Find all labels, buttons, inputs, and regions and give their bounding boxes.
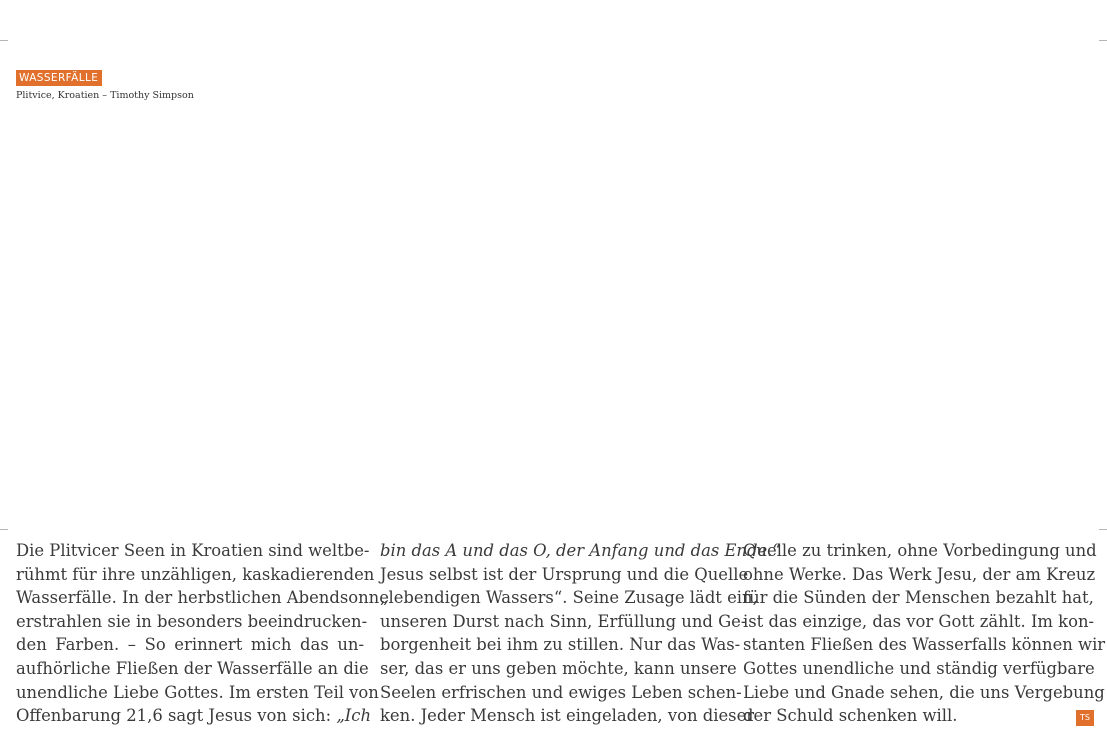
text-line-content: Offenbarung 21,6 sagt Jesus von sich: „Ich — [16, 706, 372, 726]
text-line: Quelle zu trinken, ohne Vorbedingung und — [743, 541, 1097, 560]
text-line — [16, 704, 372, 728]
text-line: unendliche Liebe Gottes. Im ersten Teil von — [16, 682, 379, 702]
text-column-1 — [16, 539, 389, 728]
text-line: rühmt für ihre unzähligen, kaskadierenden — [16, 564, 375, 584]
text-line: ser, das er uns geben möchte, kann unsere — [380, 658, 737, 678]
bible-quote: bin das A und das O, der Anfang und das Ende.“ — [380, 541, 781, 560]
text-line: Seelen erfrischen und ewiges Leben schen- — [380, 682, 742, 702]
text-line: ist das einzige, das vor Gott zählt. Im kon- — [743, 611, 1095, 631]
category-tag: WASSERFÄLLE — [16, 70, 102, 86]
text-column-2 — [380, 539, 781, 728]
text-line: aufhörliche Fließen der Wasserfälle an die — [16, 658, 369, 678]
crop-mark-bottom-left — [0, 529, 8, 530]
crop-mark-bottom-right — [1099, 529, 1107, 530]
text-line: ken. Jeder Mensch ist eingeladen, von dieser — [380, 706, 755, 726]
text-line: stanten Fließen des Wasserfalls können wir — [743, 635, 1106, 655]
text-line: „lebendigen Wassers“. Seine Zusage lädt ein, — [380, 588, 758, 608]
author-badge: TS — [1076, 710, 1094, 726]
text-line-italic — [380, 539, 781, 563]
text-line: Die Plitvicer Seen in Kroatien sind weltbe- — [16, 541, 370, 560]
text-line: Jesus selbst ist der Ursprung und die Quelle — [380, 564, 749, 584]
crop-mark-top-right — [1099, 40, 1107, 41]
text-line: Gottes unendliche und ständig verfügbare — [743, 658, 1095, 678]
text-line: unseren Durst nach Sinn, Erfüllung und Ge- — [380, 611, 747, 631]
text-line: erstrahlen sie in besonders beeindrucken- — [16, 611, 368, 631]
text-line: ohne Werke. Das Werk Jesu, der am Kreuz — [743, 564, 1096, 584]
crop-mark-top-left — [0, 40, 8, 41]
text-line: den Farben. – So erinnert mich das un- — [16, 635, 364, 655]
text-line: Liebe und Gnade sehen, die uns Vergebung — [743, 682, 1105, 702]
text-column-3 — [743, 539, 1106, 728]
text-line: borgenheit bei ihm zu stillen. Nur das Was- — [380, 635, 741, 655]
photo-caption: Plitvice, Kroatien – Timothy Simpson — [16, 90, 194, 101]
text-line: für die Sünden der Menschen bezahlt hat, — [743, 588, 1094, 608]
text-line: der Schuld schenken will. — [743, 706, 958, 726]
bible-quote-start: „Ich — [336, 706, 372, 726]
text-line: Wasserfälle. In der herbstlichen Abendsonne — [16, 588, 389, 608]
